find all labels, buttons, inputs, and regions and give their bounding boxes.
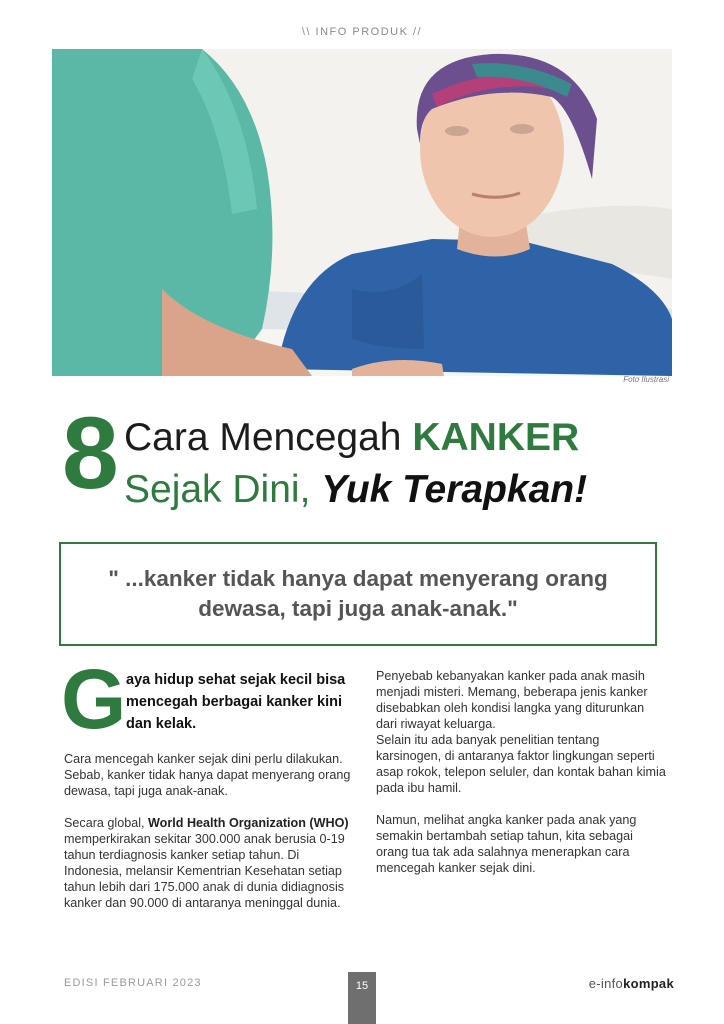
paragraph: Penyebab kebanyakan kanker pada anak masih menjadi misteri. Memang, beberapa jenis kanker disebabkan oleh kondisi langka yang diturunkan dari riwayat keluarga. xyxy=(376,669,648,731)
brand-logo xyxy=(589,976,674,991)
article-column-right xyxy=(376,668,666,892)
headline-line-2 xyxy=(124,470,587,509)
page-number: 15 xyxy=(348,972,376,1024)
hero-photo xyxy=(52,49,672,376)
lead-text: aya hidup sehat sejak kecil bisa mencegah berbagai kanker kini dan kelak. xyxy=(126,672,346,732)
headline-line2-prefix: Sejak Dini, xyxy=(124,468,322,511)
headline-number: 8 xyxy=(62,396,119,510)
paragraph-intro: Secara global, xyxy=(64,816,149,830)
headline-line1-emphasis: KANKER xyxy=(412,416,580,459)
pull-quote-text: " ...kanker tidak hanya dapat menyerang orang dewasa, tapi juga anak-anak." xyxy=(108,565,608,621)
headline-line2-emphasis: Yuk Terapkan! xyxy=(321,468,588,511)
pull-quote xyxy=(59,542,657,646)
brand-bold: kompak xyxy=(623,976,674,991)
paragraph xyxy=(64,815,356,911)
paragraph-rest: memperkirakan sekitar 300.000 anak berusia 0-19 tahun terdiagnosis kanker setiap tahun. Di Indonesia, melansir Kementrian Kesehatan setiap tahun lebih dari 175.000 anak di dunia didiagnosis kanker dan 90.000 di antaranya meninggal dunia. xyxy=(64,832,345,910)
brand-prefix: e-info xyxy=(588,976,624,991)
headline-line1-prefix: Cara Mencegah xyxy=(124,416,413,459)
headline-line-1 xyxy=(124,418,579,457)
organization-name: World Health Organization (WHO) xyxy=(148,816,349,830)
photo-caption: Foto Ilustrasi xyxy=(623,375,669,384)
paragraph: Namun, melihat angka kanker pada anak yang semakin bertambah setiap tahun, kita sebagai orang tua tak ada salahnya menerapkan cara mencegah kanker sejak dini. xyxy=(376,813,637,875)
paragraph: Selain itu ada banyak penelitian tentang karsinogen, di antaranya faktor lingkungan seperti asap rokok, telepon seluler, dan kontak bahan kimia pada ibu hamil. xyxy=(376,733,666,795)
edition-label: EDISI FEBRUARI 2023 xyxy=(64,977,202,989)
drop-cap: G xyxy=(61,652,127,746)
lead-paragraph xyxy=(61,652,356,751)
paragraph: Cara mencegah kanker sejak dini perlu dilakukan. Sebab, kanker tidak hanya dapat menyerang orang dewasa, tapi juga anak-anak. xyxy=(64,752,351,798)
article-column-left xyxy=(61,652,356,927)
headline xyxy=(62,396,682,520)
section-label: \\ INFO PRODUK // xyxy=(301,26,423,38)
